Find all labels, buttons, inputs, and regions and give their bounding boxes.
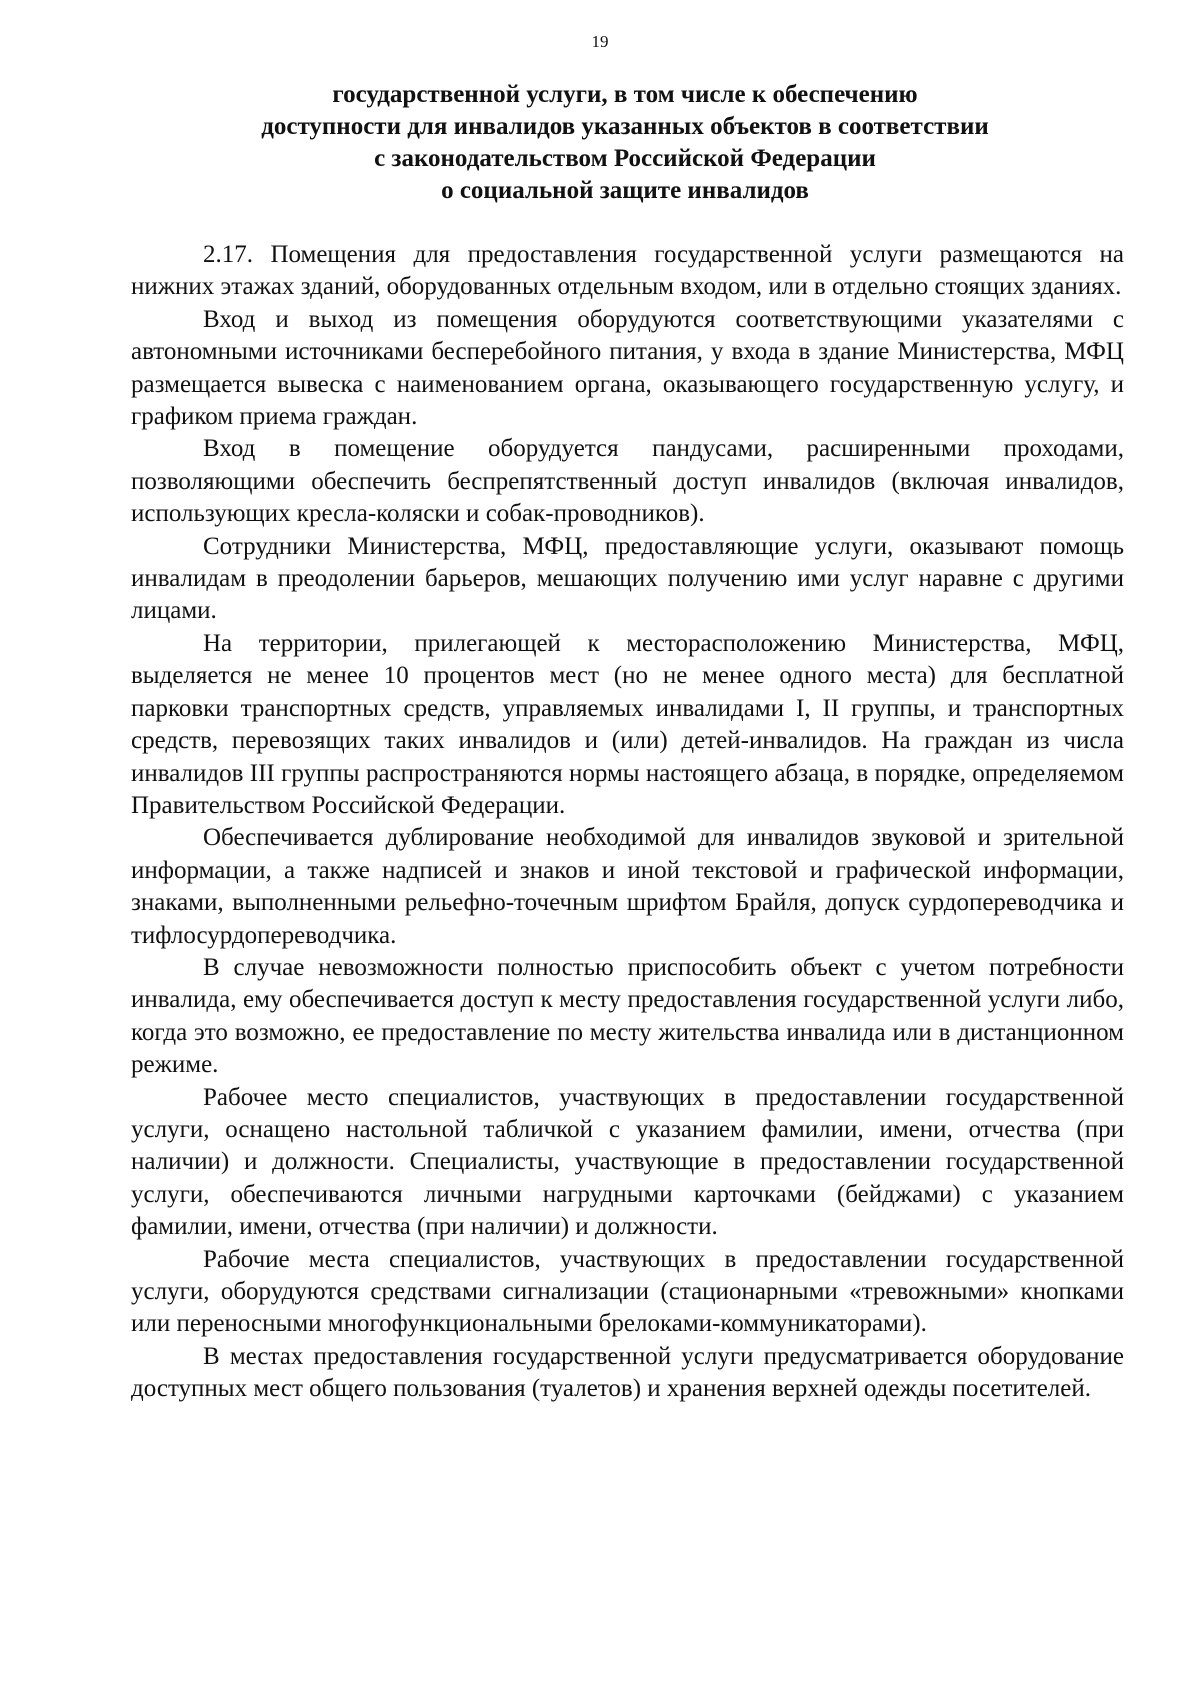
heading-line: о социальной защите инвалидов [441, 177, 809, 204]
section-heading [130, 79, 1120, 207]
paragraph: Вход и выход из помещения оборудуются соответствующими указателями с автономными источниками бесперебойного питания, у входа в здание Министерства, МФЦ размещается вывеска с наименованием органа, оказывающего государственную услугу, и графиком приема граждан. [131, 305, 1124, 431]
body-text [131, 239, 1124, 1406]
paragraph: В случае невозможности полностью приспособить объект с учетом потребности инвалида, ему обеспечивается доступ к месту предоставления государственной услуги либо, когда это возможно, ее предоставление по месту жительства инвалида или в дистанционном режиме. [131, 953, 1124, 1079]
page-number: 19 [591, 32, 609, 51]
heading-line: государственной услуги, в том числе к обеспечению [332, 81, 918, 108]
heading-line: доступности для инвалидов указанных объектов в соответствии [261, 113, 989, 140]
paragraph: 2.17. Помещения для предоставления государственной услуги размещаются на нижних этажах зданий, оборудованных отдельным входом, или в отдельно стоящих зданиях. [131, 241, 1124, 301]
paragraph: Рабочее место специалистов, участвующих в предоставлении государственной услуги, оснащено настольной табличкой с указанием фамилии, имени, отчества (при наличии) и должности. Специалисты, участвующие в предоставлении государственной услуги, обеспечиваются личными нагрудными карточками (бейджами) с указанием фамилии, имени, отчества (при наличии) и должности. [131, 1083, 1124, 1241]
paragraph: Обеспечивается дублирование необходимой для инвалидов звуковой и зрительной информации, а также надписей и знаков и иной текстовой и графической информации, знаками, выполненными рельефно-точечным шрифтом Брайля, допуск сурдопереводчика и тифлосурдопереводчика. [131, 824, 1124, 949]
paragraph: Вход в помещение оборудуется пандусами, расширенными проходами, позволяющими обеспечить беспрепятственный доступ инвалидов (включая инвалидов, использующих кресла-коляски и собак-проводников). [131, 435, 1124, 528]
paragraph: Сотрудники Министерства, МФЦ, предоставляющие услуги, оказывают помощь инвалидам в преодолении барьеров, мешающих получению ими услуг наравне с другими лицами. [131, 532, 1124, 625]
paragraph: В местах предоставления государственной услуги предусматривается оборудование доступных мест общего пользования (туалетов) и хранения верхней одежды посетителей. [131, 1342, 1124, 1403]
paragraph: Рабочие места специалистов, участвующих в предоставлении государственной услуги, оборудуются средствами сигнализации (стационарными «тревожными» кнопками или переносными многофункциональными брелоками-коммуникаторами). [131, 1245, 1124, 1338]
paragraph: На территории, прилегающей к месторасположению Министерства, МФЦ, выделяется не менее 10 процентов мест (но не менее одного места) для бесплатной парковки транспортных средств, управляемых инвалидами I, II группы, и транспортных средств, перевозящих таких инвалидов и (или) детей-инвалидов. На граждан из числа инвалидов III группы распространяются нормы настоящего абзаца, в порядке, определяемом Правительством Российской Федерации. [131, 629, 1124, 819]
heading-line: с законодательством Российской Федерации [374, 145, 876, 172]
